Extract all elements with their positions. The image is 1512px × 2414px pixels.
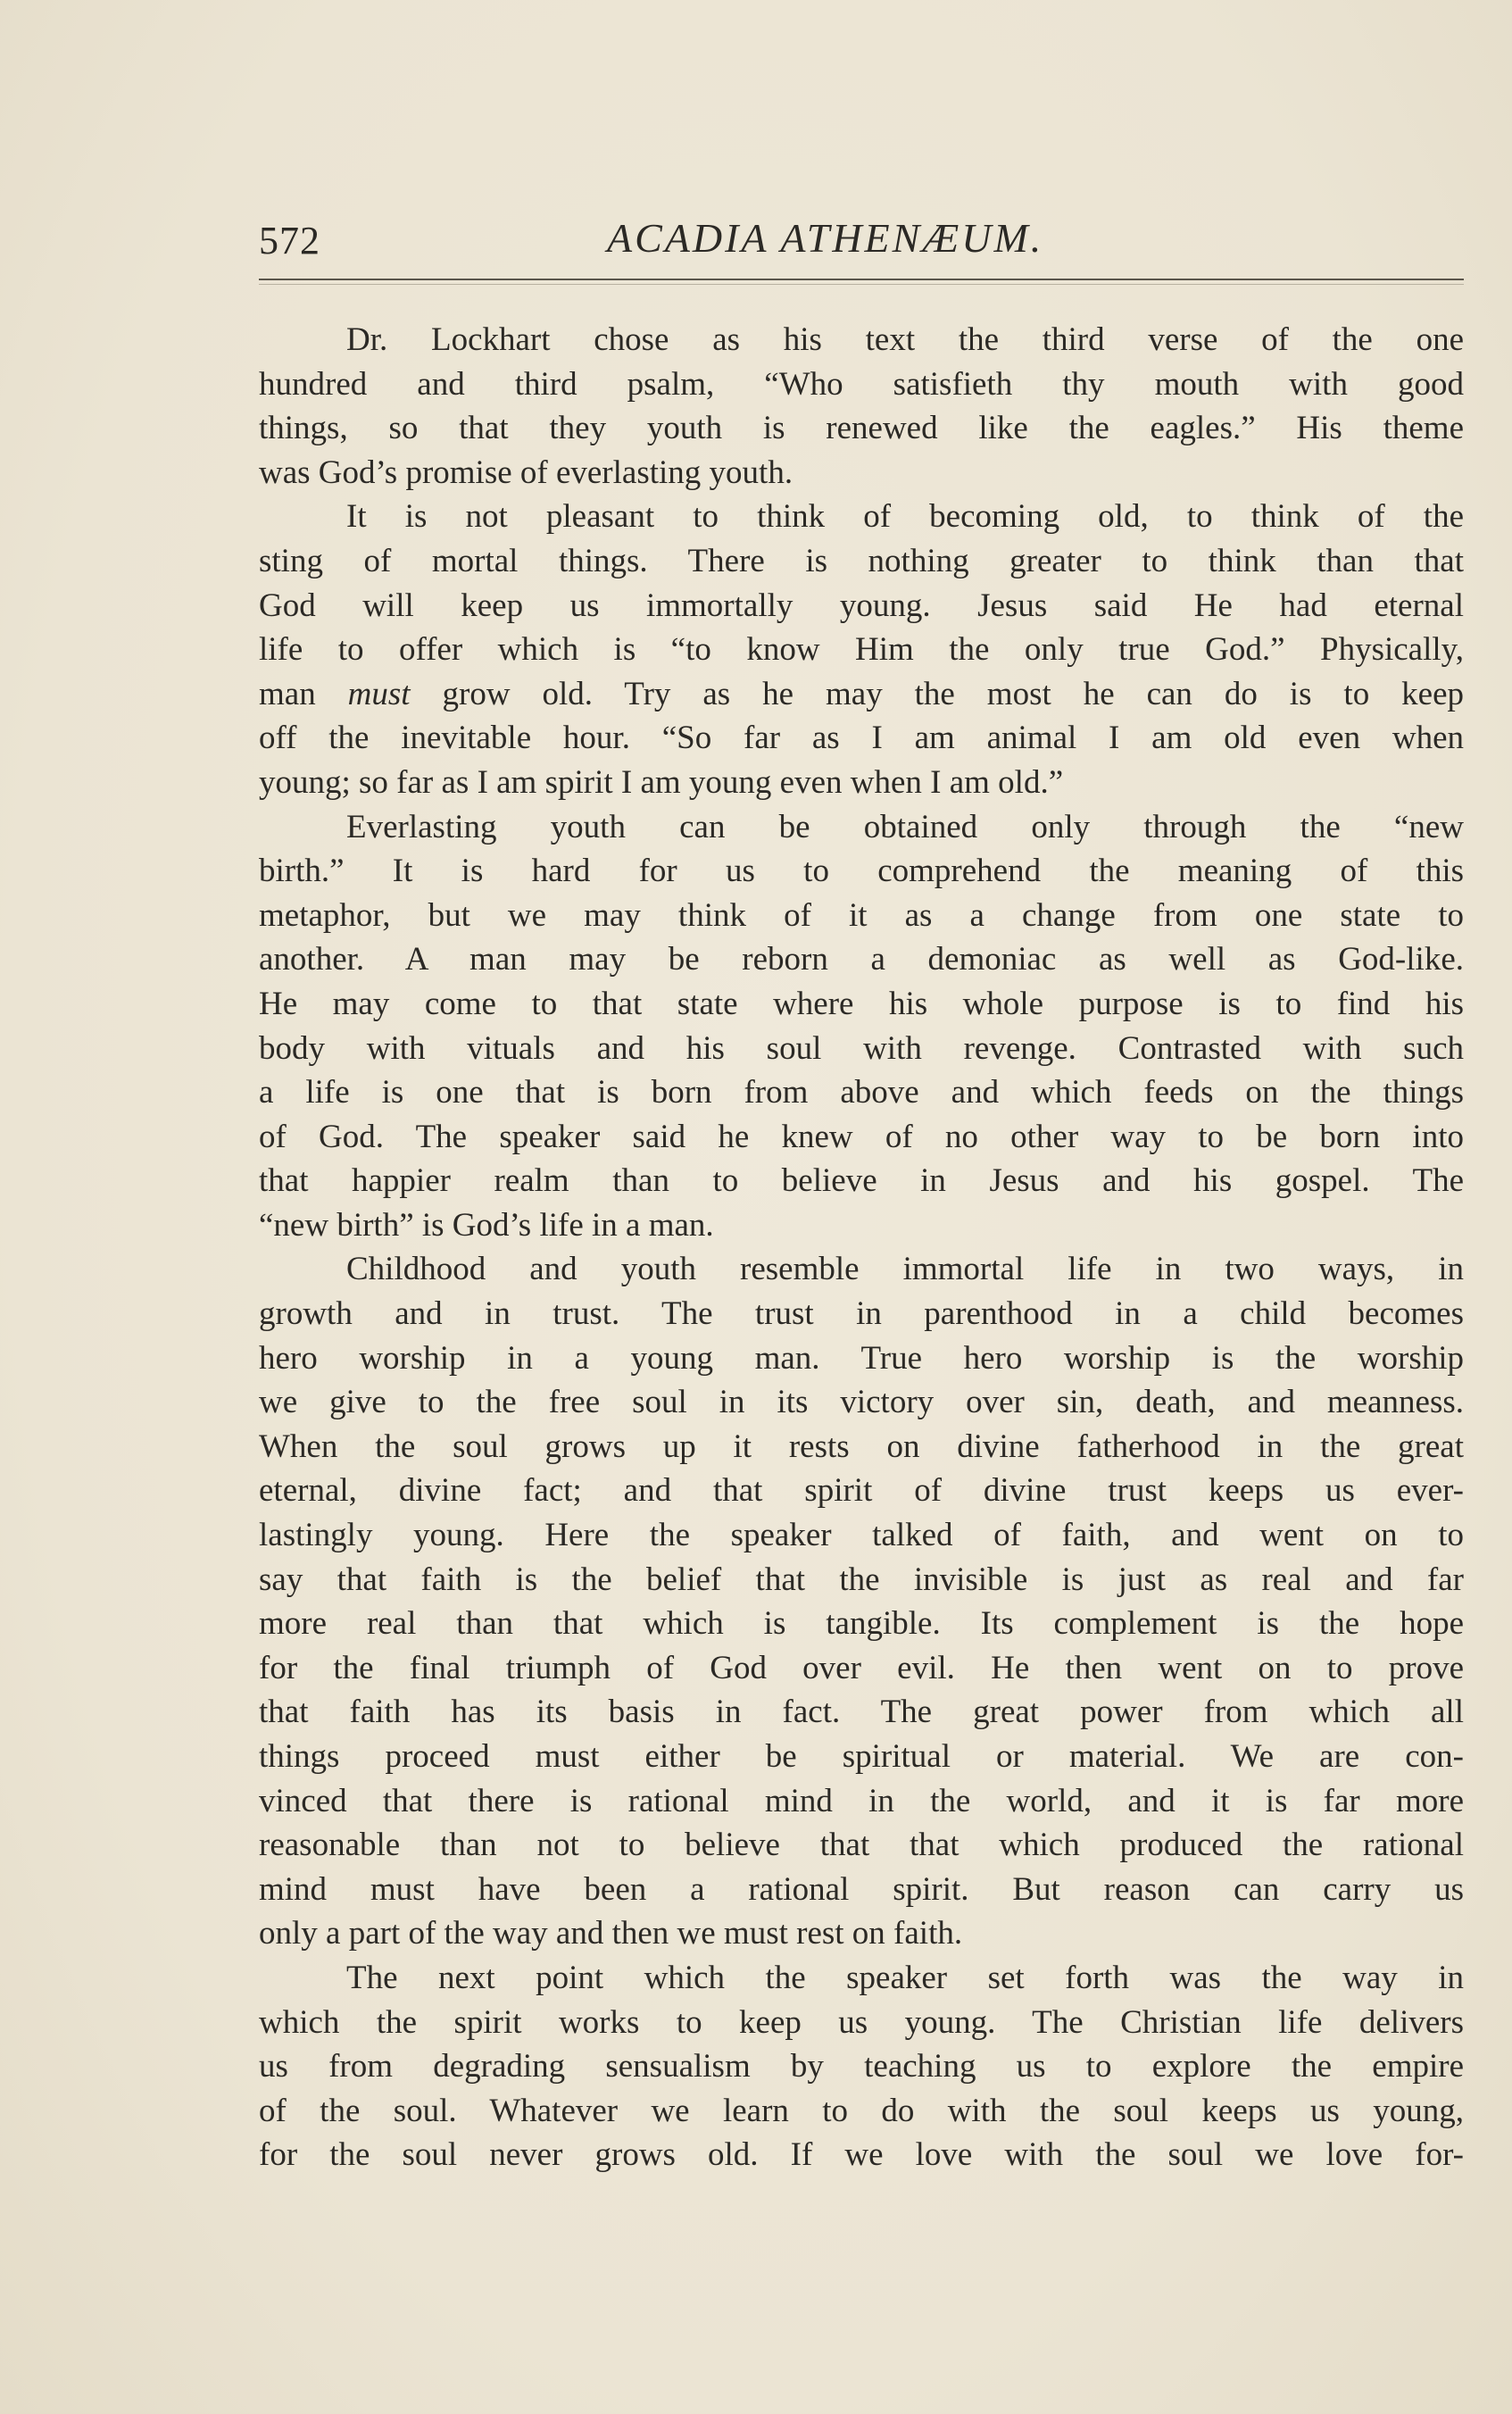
text-line: we give to the free soul in its victory over sin, death, and meanness.	[259, 1384, 1464, 1421]
page-header	[259, 207, 1464, 270]
text-line: reasonable than not to believe that that which produced the rational	[259, 1827, 1464, 1864]
text-line: The next point which the speaker set forth was the way in	[346, 1959, 1464, 1996]
emphasis: must	[347, 675, 411, 712]
text-line: “new birth” is God’s life in a man.	[259, 1206, 714, 1244]
text-line: Childhood and youth resemble immortal life in two ways, in	[346, 1251, 1464, 1288]
paragraph	[259, 318, 1464, 495]
text-line: sting of mortal things. There is nothing greater to think than that	[259, 542, 1464, 579]
text-line: body with vituals and his soul with revenge. Contrasted with such	[259, 1029, 1464, 1067]
text-line: hero worship in a young man. True hero worship is the worship	[259, 1339, 1464, 1377]
text-line: things proceed must either be spiritual or material. We are con-	[259, 1738, 1464, 1775]
text-line: He may come to that state where his whole purpose is to find his	[259, 985, 1464, 1022]
text-line: for the soul never grows old. If we love with the soul we love for-	[259, 2136, 1464, 2174]
running-head: ACADIA ATHENÆUM.	[607, 215, 1044, 261]
text-line: God will keep us immortally young. Jesus said He had eternal	[259, 587, 1464, 624]
text-line: another. A man may be reborn a demoniac as well as God-like.	[259, 941, 1464, 978]
text-line: was God’s promise of everlasting youth.	[259, 454, 793, 491]
text-line: of God. The speaker said he knew of no other way to be born into	[259, 1118, 1464, 1155]
text-line: a life is one that is born from above and which feeds on the things	[259, 1074, 1464, 1111]
text-line: that happier realm than to believe in Jesus and his gospel. The	[259, 1162, 1464, 1200]
text-line: hundred and third psalm, “Who satisfieth thy mouth with good	[259, 365, 1464, 403]
paragraph	[259, 1247, 1464, 1956]
paragraph	[259, 495, 1464, 804]
text-line: It is not pleasant to think of becoming old, to think of the	[346, 498, 1464, 536]
header-rule	[259, 279, 1464, 280]
text-line: birth.” It is hard for us to comprehend the meaning of this	[259, 853, 1464, 890]
text-line: vinced that there is rational mind in the world, and it is far more	[259, 1782, 1464, 1819]
text-line: off the inevitable hour. “So far as I am animal I am old even when	[259, 720, 1464, 757]
paragraph	[259, 1956, 1464, 2177]
text-line: us from degrading sensualism by teaching us to explore the empire	[259, 2048, 1464, 2085]
text-line: life to offer which is “to know Him the only true God.” Physically,	[259, 631, 1464, 669]
text-line: metaphor, but we may think of it as a change from one state to	[259, 896, 1464, 934]
text-line: more real than that which is tangible. Its complement is the hope	[259, 1605, 1464, 1643]
text-line: things, so that they youth is renewed like the eagles.” His theme	[259, 410, 1464, 447]
article-body	[259, 318, 1464, 2177]
text-line: of the soul. Whatever we learn to do with the soul keeps us young,	[259, 2092, 1464, 2129]
text-line: only a part of the way and then we must rest on faith.	[259, 1915, 963, 1952]
page-number: 572	[259, 219, 320, 262]
paragraph	[259, 805, 1464, 1248]
text-line: young; so far as I am spirit I am young even when I am old.”	[259, 763, 1064, 801]
text-line: When the soul grows up it rests on divine fatherhood in the great	[259, 1428, 1464, 1465]
text-line: man must grow old. Try as he may the most he can do is to keep	[259, 675, 1465, 712]
text-line: eternal, divine fact; and that spirit of divine trust keeps us ever-	[259, 1472, 1464, 1510]
text-line: which the spirit works to keep us young. The Christian life delivers	[259, 2003, 1464, 2041]
text-line: lastingly young. Here the speaker talked of faith, and went on to	[259, 1517, 1464, 1554]
header-rule-thin	[259, 284, 1464, 285]
text-line: that faith has its basis in fact. The great power from which all	[259, 1694, 1464, 1731]
text-line: growth and in trust. The trust in parenthood in a child becomes	[259, 1295, 1464, 1333]
text-line: mind must have been a rational spirit. But reason can carry us	[259, 1870, 1464, 1908]
text-line: Everlasting youth can be obtained only through the “new	[346, 808, 1464, 845]
text-line: for the final triumph of God over evil. He then went on to prove	[259, 1649, 1464, 1686]
text-line: Dr. Lockhart chose as his text the third verse of the one	[346, 321, 1464, 358]
text-line: say that faith is the belief that the invisible is just as real and far	[259, 1561, 1464, 1598]
